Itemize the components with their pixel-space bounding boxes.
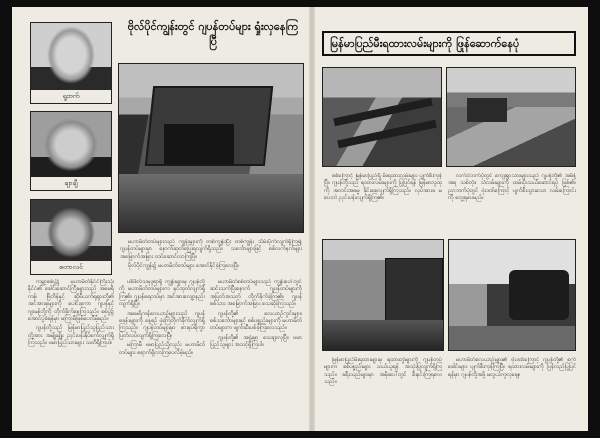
right-text-mid-right [448,173,576,235]
paragraph: ကမ္ဘာ့စစ်ပွဲ၌ မဟာမိတ်နိုင်ငံကြီးသုံးနိုင်ငံ၏ ခေါင်းဆောင်ကြီးများသည် အမေရိကန်၊ ဗြိတိန်နှင့် ဆိုဗီယက်ရုရှားတို့၏ အင်အားစုများကို ပေါင်းစုကာ ဂျပန်နှင့် ဂျာမန်တို့ကို တိုက်ခိုက်နေကြသည်။ စစ်ပွဲ၌ အောင်ပွဲခံရန်မှာ မကြာမီဖြစ်ပေလိမ့်မည်။ [28,279,114,323]
paragraph: မကြာမီ ဗမာပြည်သို့လည်း မဟာမိတ်တပ်များ ရောက်ရှိလာကြပေလိမ့်မည်။ [119,342,205,356]
left-body-col-3 [210,279,302,425]
paragraph: မဟာမိတ်စစ်တပ်များသည် ကျွန်းပေါ်တွင် ဆင်းသက်ပြီးနောက် ဂျပန်တပ်များကို အပြတ်အသတ် တိုက်ခိုက်ခဲ့ကြ၏။ ဂျပန်စစ်သား အမြောက်အမြား သေဆုံးကြသည်။ [210,279,302,308]
rail-damage-photo [446,67,576,167]
portrait-stalin [30,199,112,275]
rail-workers-photo [322,67,442,167]
paragraph: ဂျပန်တို့သည် မြန်မာပြည်သူပြည်သားတို့အား အမျိုးမျိုး ညှင်းပန်းနှိပ်စက်လျက်ရှိကြသည်။ ဗမာပြည်သားများ သတိရှိကြပါ။ [28,325,114,347]
portrait-caption: ချာချီ [31,177,111,190]
freight-car-photo [322,239,444,351]
left-body-upper [120,239,302,273]
paragraph: ဗိုလ်ပိုင်ကျွန်း၌ မဟာမိတ်တပ်များ အောင်နိုင်ခဲ့ကြလေပြီ။ [128,263,240,270]
left-body-col-2 [119,279,205,425]
paragraph: မြန်မာပြည်မီးရထားများမှ ရထားတွဲများကို ဂျပန်တပ်များက စစ်ပစ္စည်းများ သယ်ယူရန် အသုံးပြုလျက်ရှိကြသည်။ ခရီးသည်များမှာ အမိုးပေါ်တွင် စီးနင်းကြရလေသည်။ [324,357,442,386]
portrait-caption: ရူးဗက် [31,90,111,103]
left-body-col-1 [28,279,114,425]
locomotive-photo [448,239,576,351]
paragraph: မဟာမိတ်လေယာဉ်များ၏ ဗုံးဒဏ်ကြောင့် ဂျပန်တို့၏ စက်ခေါင်းများ ပျက်စီးကုန်ကြပြီ။ ရထားလမ်းများကို ပြန်လည်ပြုပြင်ရန်မှာ ဂျပန်တို့အဖို့ မလွယ်ကူလှချေ။ [448,357,576,378]
paragraph: မဟာမိတ်တပ်များသည် ကျွန်းများကို တစ်ကျွန်းပြီး တစ်ကျွန်း သိမ်းပိုက်လျက်ရှိကြ၍ ဂျပန်တပ်များမှာ နောက်ဆုတ်ပြေးရလျက်ရှိသည်။ သင်္ဘောများဖြင့် စစ်လက်နက်များ အမြောက်အမြား တင်ဆောင်လာကြပြီ။ [120,239,302,260]
paragraph: အမေရိကန်လေယာဉ်များသည် ဂျပန်စခန်းများကို နေ့စဉ် ဗုံးကြဲတိုက်ခိုက်လျက်ရှိကြသည်။ ဂျပန်တပ်များမှာ စားနပ်ရိက္ခာ ပြတ်လပ်လျက်ရှိကြလေပြီ။ [119,310,205,339]
right-page-headline: မြန်မာပြည်မီးရထားလမ်းများကို ဖြုန်ဆောက်နေပုံ [322,31,576,56]
paragraph: ပစိဖိတ်သမုဒ္ဒရာရှိ ကျွန်းများမှ ဂျပန်တို့ကို မဟာမိတ်တပ်များက နှင်ထုတ်လျက်ရှိကြ၏။ ဂျပန်ရေတပ်မှာ အင်အားလျော့နည်းလျက်ရှိပြီ။ [119,279,205,308]
portrait-caption: စတာလင် [31,261,111,274]
portrait-churchill [30,111,112,191]
center-fold [309,7,315,431]
paragraph: ဂျပန်တို့၏ အရှုံးမှာ သေချာလှပြီ။ ဗမာပြည်သူများ အသင့်ရှိကြပါ။ [210,334,302,349]
propaganda-leaflet [12,7,588,431]
right-text-bottom-left [324,357,442,425]
right-text-bottom-right [448,357,576,425]
paragraph: လက်ဝဲဘက်ပုံတွင် ကျေးရွာသားများသည် ဂျပန်တို့၏ အမိန့်အရ သစ်တုံး၊ သံလမ်းများကို ထမ်းပိုးသယ်ဆောင်ရပုံ ဖြစ်၏။ ညာဘက်ပုံတွင် ဗုံးဒဏ်ကြောင့် ပျက်စီးသွားသော လမ်းကြောင်းကို တွေ့ရပေမည်။ [448,173,576,202]
portrait-roosevelt [30,22,112,104]
right-text-mid-left [324,173,442,235]
landing-ship-photo [118,63,304,233]
paragraph: ဂျပန်တို့၏ လေယာဉ်ကွင်းများ၊ စစ်သင်္ဘောများနှင့် စစ်ပစ္စည်းများကို မဟာမိတ်တပ်များက ဖျက်ဆီးပစ်ခဲ့ကြလေသည်။ [210,310,302,332]
left-page-headline: ဗိုလ်ပိုင်ကျွန်းတွင် ဂျပန်တပ်များ ရှုံးလှနေကြပြီ [127,20,299,48]
paragraph: စစ်ကြောင့် မြန်မာပြည်ရှိ မီးရထားလမ်းများ ပျက်စီးကုန်ပြီ။ ဂျပန်တို့သည် ရထားလမ်းများကို ပြုပြင်ရန် မြန်မာလူထုကို အတင်းအဓမ္မ ခိုင်းစေလျက်ရှိကြသည်။ လုပ်အားခ မပေးဘဲ ညှင်းပန်းလျက်ရှိကြ၏။ [324,173,442,202]
